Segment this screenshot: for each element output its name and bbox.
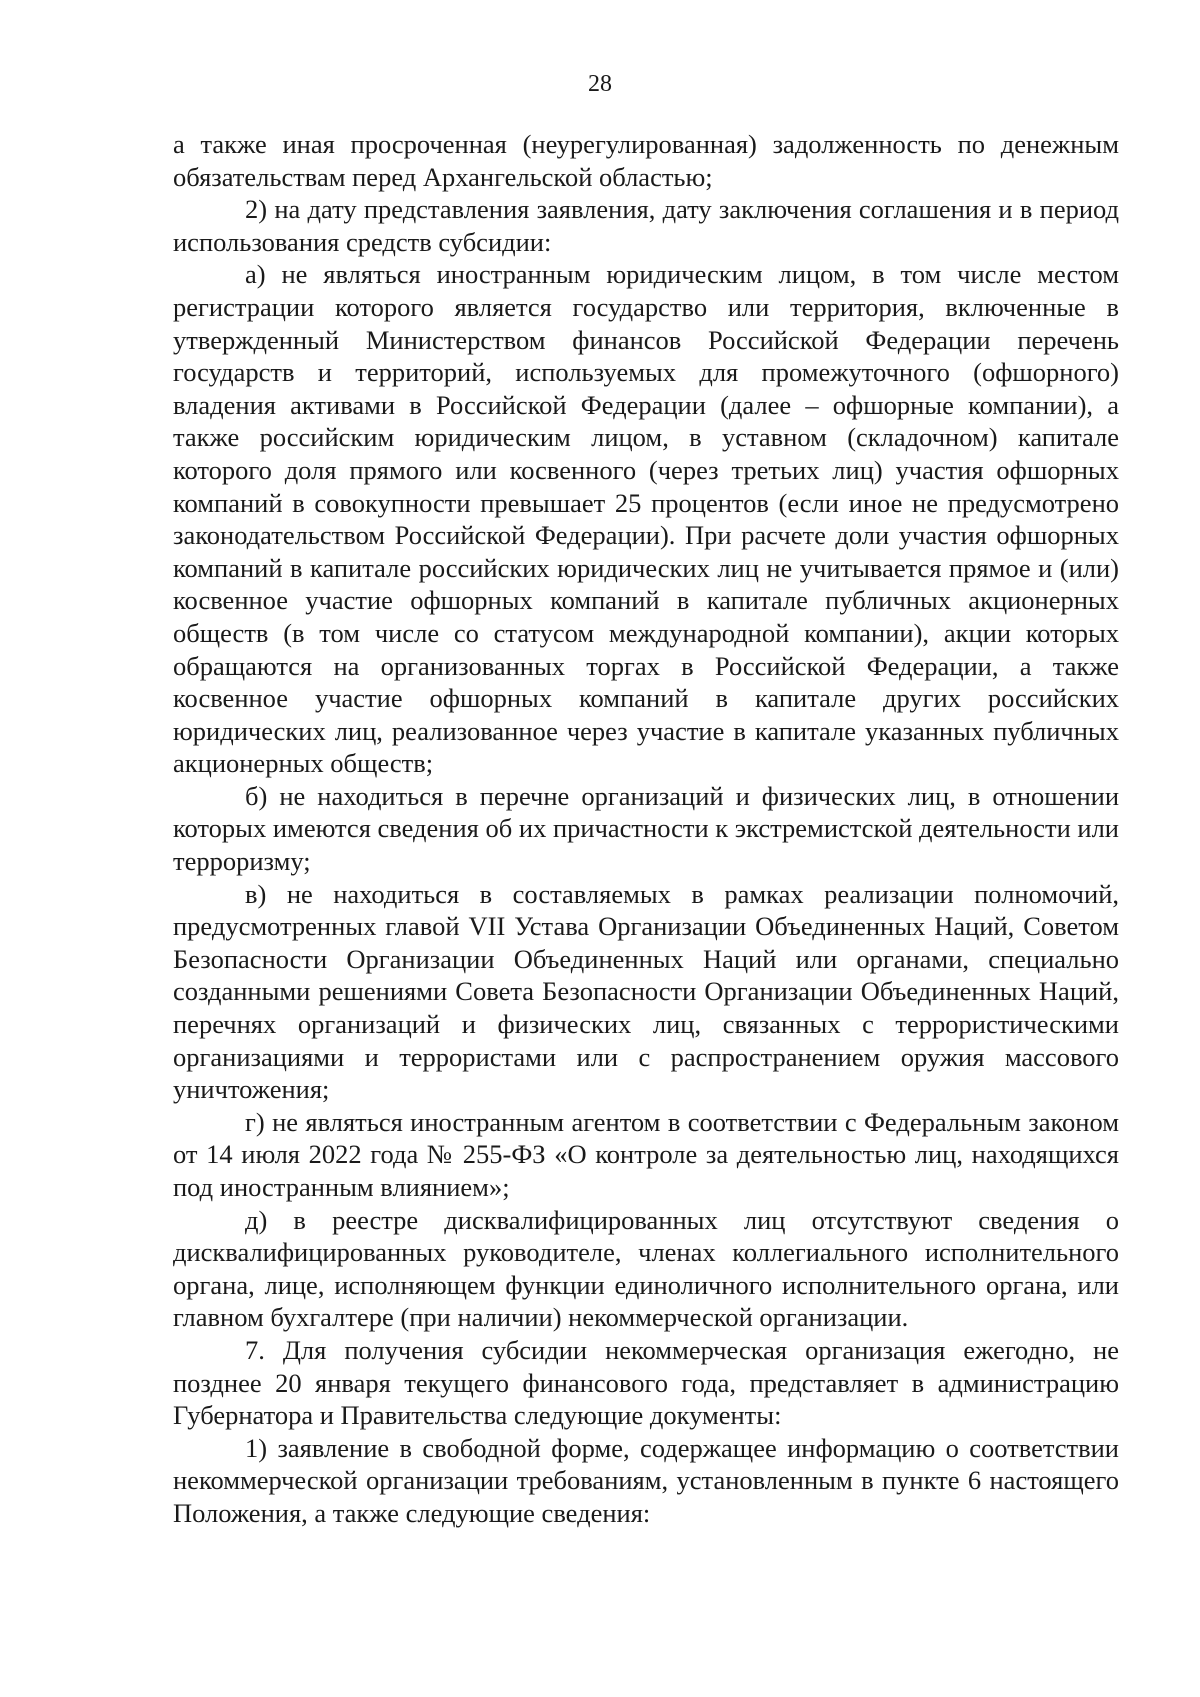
- paragraph-debt-continuation: а также иная просроченная (неурегулированная) задолженность по денежным обязательствам перед Архангельской областью;: [173, 129, 1119, 192]
- paragraph-subitem-a: а) не являться иностранным юридическим лицом, в том числе местом регистрации которого является государство или территория, включенные в утвержденный Министерством финансов Российской Федерации перечень государств и территорий, используемых для промежуточного (офшорного) владения активами в Российской Федерации (далее – офшорные компании), а также российским юридическим лицом, в уставном (складочном) капитале которого доля прямого или косвенного (через третьих лиц) участия офшорных компаний в совокупности превышает 25 процентов (если иное не предусмотрено законодательством Российской Федерации). При расчете доли участия офшорных компаний в капитале российских юридических лиц не учитывается прямое и (или) косвенное участие офшорных компаний в капитале публичных акционерных обществ (в том числе со статусом международной компании), акции которых обращаются на организованных торгах в Российской Федерации, а также косвенное участие офшорных компаний в капитале других российских юридических лиц, реализованное через участие в капитале указанных публичных акционерных обществ;: [173, 259, 1119, 779]
- paragraph-subitem-g: г) не являться иностранным агентом в соответствии с Федеральным законом от 14 июля 2022 года № 255-ФЗ «О контроле за деятельностью лиц, находящихся под иностранным влиянием»;: [173, 1106, 1119, 1202]
- paragraph-subitem-v: в) не находиться в составляемых в рамках реализации полномочий, предусмотренных главой VII Устава Организации Объединенных Наций, Советом Безопасности Организации Объединенных Наций или органами, специально созданными решениями Совета Безопасности Организации Объединенных Наций, перечнях организаций и физических лиц, связанных с террористическими организациями и террористами или с распространением оружия массового уничтожения;: [173, 878, 1119, 1105]
- document-body: [173, 128, 1119, 1530]
- paragraph-item-1: 1) заявление в свободной форме, содержащее информацию о соответствии некоммерческой организации требованиям, установленным в пункте 6 настоящего Положения, а также следующие сведения:: [173, 1432, 1119, 1528]
- paragraph-section-7: 7. Для получения субсидии некоммерческая организация ежегодно, не позднее 20 января текущего финансового года, представляет в администрацию Губернатора и Правительства следующие документы:: [173, 1334, 1119, 1431]
- paragraph-item-2: 2) на дату представления заявления, дату заключения соглашения и в период использования средств субсидии:: [173, 194, 1119, 257]
- page-number: 28: [588, 71, 612, 97]
- paragraph-subitem-d: д) в реестре дисквалифицированных лиц отсутствуют сведения о дисквалифицированных руководителе, членах коллегиального исполнительного органа, лице, исполняющем функции единоличного исполнительного органа, или главном бухгалтере (при наличии) некоммерческой организации.: [173, 1204, 1119, 1333]
- paragraph-subitem-b: б) не находиться в перечне организаций и физических лиц, в отношении которых имеются сведения об их причастности к экстремистской деятельности или терроризму;: [173, 780, 1119, 877]
